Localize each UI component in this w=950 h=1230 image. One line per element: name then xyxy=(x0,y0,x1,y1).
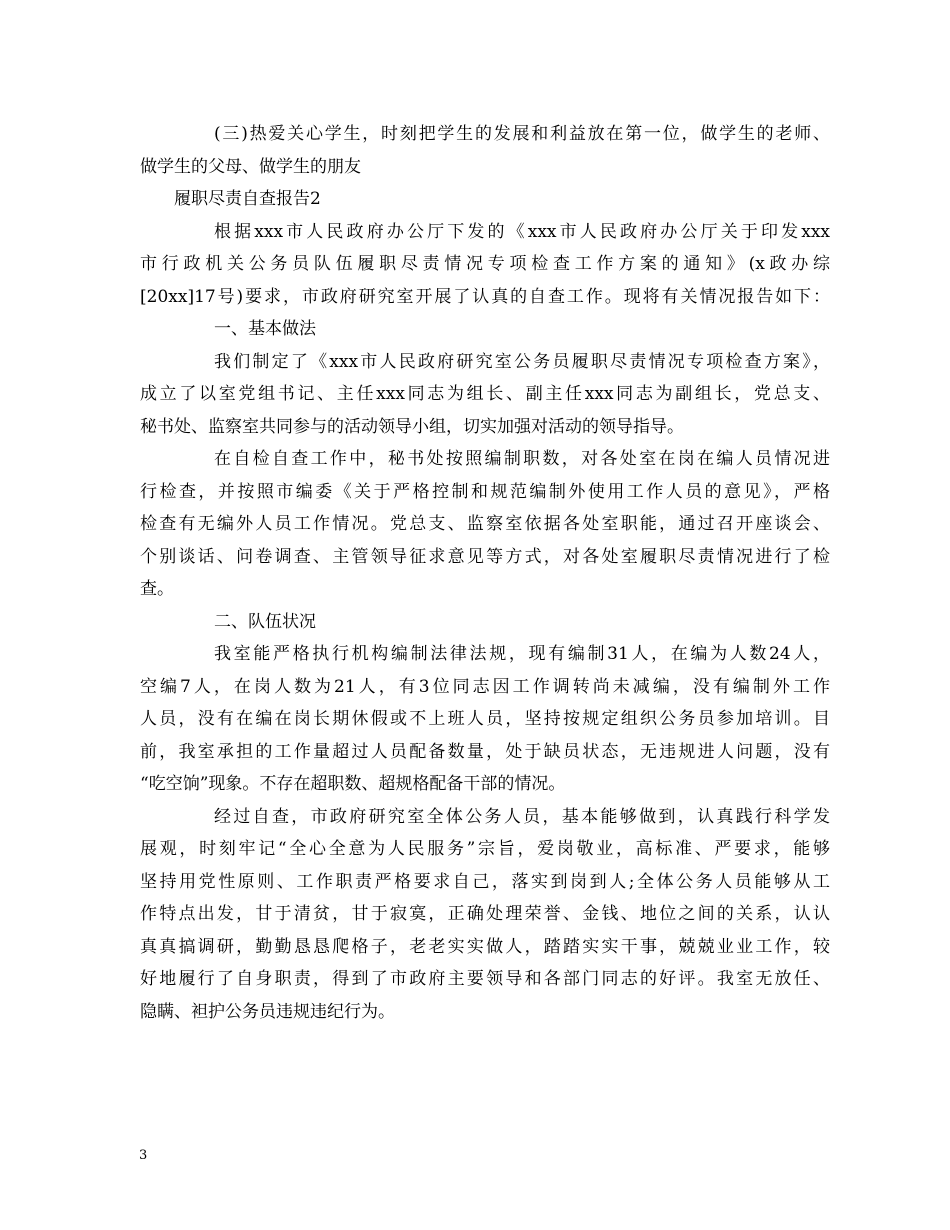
paragraph-line: 做学生的父母、做学生的朋友 xyxy=(140,156,361,177)
paragraph-line: 查。 xyxy=(140,579,174,599)
section-title: 履职尽责自查报告2 xyxy=(174,189,321,209)
paragraph-line: 好地履行了自身职责，得到了市政府主要领导和各部门同志的好评。我室无放任、 xyxy=(140,969,830,989)
page-number: 3 xyxy=(139,1148,148,1163)
paragraph-line: 在自检自查工作中，秘书处按照编制职数，对各处室在岗在编人员情况进 xyxy=(214,449,830,469)
paragraph-line: “吃空饷”现象。不存在超职数、超规格配备干部的情况。 xyxy=(140,774,566,794)
paragraph-line: 检查有无编外人员工作情况。党总支、监察室依据各处室职能，通过召开座谈会、 xyxy=(140,514,830,534)
paragraph-line: 我们制定了《xxx市人民政府研究室公务员履职尽责情况专项检查方案》， xyxy=(214,351,830,372)
paragraph-line: 空编7人，在岗人数为21人，有3位同志因工作调转尚未减编，没有编制外工作 xyxy=(140,676,830,697)
paragraph-line: [20xx]17号)要求，市政府研究室开展了认真的自查工作。现将有关情况报告如下： xyxy=(140,286,830,307)
paragraph-line: (三)热爱关心学生，时刻把学生的发展和利益放在第一位，做学生的老师、 xyxy=(214,124,830,144)
paragraph-line: 市行政机关公务员队伍履职尽责情况专项检查工作方案的通知》(x政办综 xyxy=(140,254,830,274)
paragraph-line: 隐瞒、袒护公务员违规违纪行为。 xyxy=(140,1001,395,1022)
paragraph-line: 坚持用党性原则、工作职责严格要求自己，落实到岗到人;全体公务人员能够从工 xyxy=(140,871,830,892)
paragraph-line: 前，我室承担的工作量超过人员配备数量，处于缺员状态，无违规进人问题，没有 xyxy=(140,741,830,762)
paragraph-line: 个别谈话、问卷调查、主管领导征求意见等方式，对各处室履职尽责情况进行了检 xyxy=(140,546,830,567)
paragraph-line: 作特点出发，甘于清贫，甘于寂寞，正确处理荣誉、金钱、地位之间的关系，认认 xyxy=(140,904,830,924)
paragraph-line: 经过自查，市政府研究室全体公务人员，基本能够做到，认真践行科学发 xyxy=(214,806,830,827)
paragraph-line: 根据xxx市人民政府办公厅下发的《xxx市人民政府办公厅关于印发xxx xyxy=(214,221,830,242)
paragraph-line: 展观，时刻牢记“全心全意为人民服务”宗旨，爱岗敬业，高标准、严要求，能够 xyxy=(140,839,830,859)
paragraph-line: 行检查，并按照市编委《关于严格控制和规范编制外使用工作人员的意见》，严格 xyxy=(140,481,830,502)
paragraph-line: 我室能严格执行机构编制法律法规，现有编制31人，在编为人数24人， xyxy=(214,644,830,664)
section-heading: 二、队伍状况 xyxy=(214,611,316,632)
section-heading: 一、基本做法 xyxy=(214,319,316,339)
paragraph-line: 人员，没有在编在岗长期休假或不上班人员，坚持按规定组织公务员参加培训。目 xyxy=(140,709,830,729)
paragraph-line: 成立了以室党组书记、主任xxx同志为组长、副主任xxx同志为副组长，党总支、 xyxy=(140,384,830,404)
paragraph-line: 秘书处、监察室共同参与的活动领导小组，切实加强对活动的领导指导。 xyxy=(140,416,684,437)
document-body xyxy=(140,118,830,1028)
paragraph-line: 真真搞调研，勤勤恳恳爬格子，老老实实做人，踏踏实实干事，兢兢业业工作，较 xyxy=(140,936,830,957)
